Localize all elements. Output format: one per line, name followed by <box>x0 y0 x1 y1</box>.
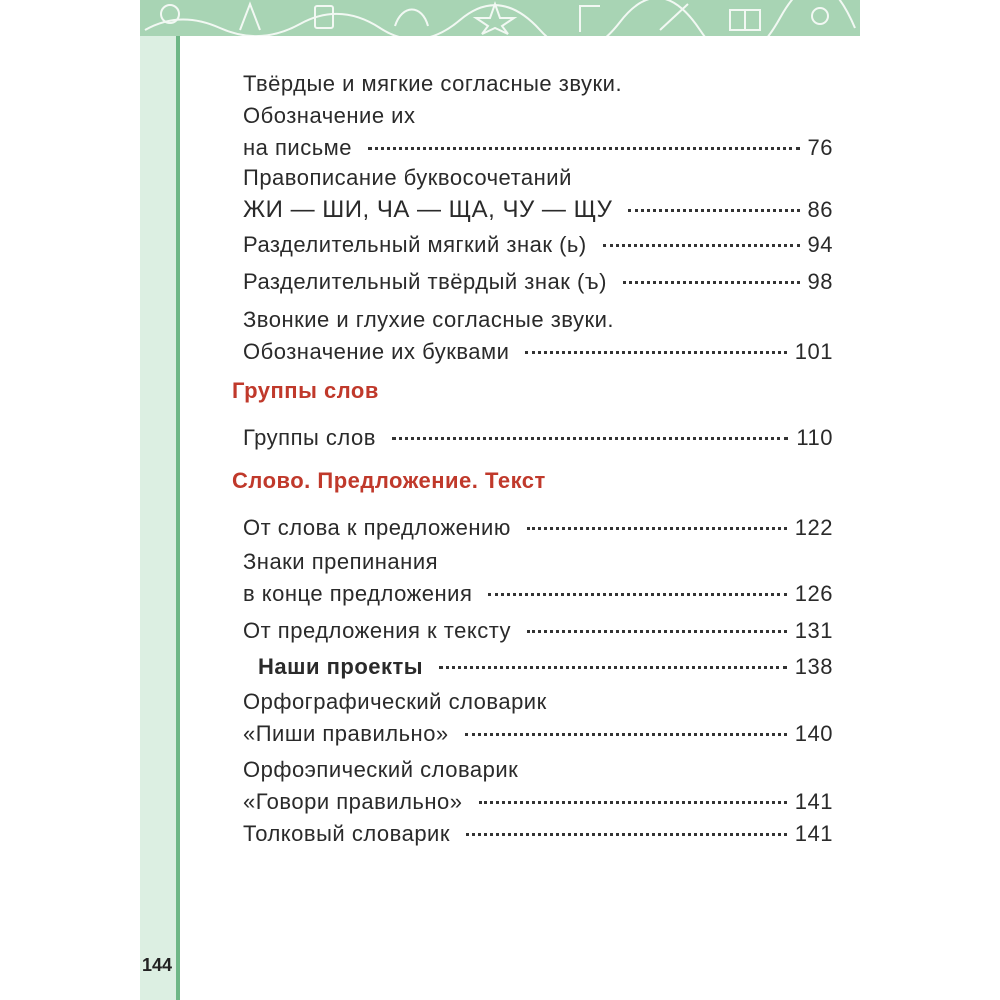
dot-leader <box>368 147 799 150</box>
toc-entry-line: Звонкие и глухие согласные звуки. <box>243 307 615 332</box>
dot-leader <box>439 666 787 669</box>
toc-entry <box>243 546 833 610</box>
dot-leader <box>466 833 787 836</box>
dot-leader <box>603 244 800 247</box>
toc-page-number: 98 <box>807 269 833 294</box>
toc-entry-title: Разделительный мягкий знак (ь) <box>243 232 587 257</box>
dot-leader <box>465 733 787 736</box>
toc-entry <box>258 651 833 683</box>
toc-page-number: 76 <box>807 135 833 160</box>
left-margin-rule <box>176 36 180 1000</box>
toc-entry <box>243 512 833 544</box>
section-heading: Слово. Предложение. Текст <box>232 468 546 493</box>
left-margin-strip <box>140 36 176 1000</box>
toc-page-number: 140 <box>794 721 833 746</box>
toc-entry-line: Орфографический словарик <box>243 689 547 714</box>
toc-page-number: 131 <box>794 618 833 643</box>
toc-entry <box>243 266 833 298</box>
toc-entry <box>243 754 833 818</box>
toc-page-number: 126 <box>794 581 833 606</box>
toc-page-number: 141 <box>794 821 833 846</box>
toc-entry <box>243 162 833 226</box>
toc-entry-title: Группы слов <box>243 425 376 450</box>
toc-entry-line: Твёрдые и мягкие согласные звуки. <box>243 71 623 96</box>
toc-entry-title: «Пиши правильно» <box>243 721 449 746</box>
toc-entry-line: Орфоэпический словарик <box>243 757 519 782</box>
decorative-header-band <box>140 0 860 36</box>
toc-entry <box>243 229 833 261</box>
toc-entry-title: Наши проекты <box>258 654 424 679</box>
toc-page-number: 86 <box>807 197 833 222</box>
toc-page-number: 141 <box>794 789 833 814</box>
toc-entry-title: От предложения к тексту <box>243 618 512 643</box>
toc-entry-title: От слова к предложению <box>243 515 511 540</box>
toc-page-number: 138 <box>794 654 833 679</box>
dot-leader <box>527 527 787 530</box>
toc-page-number: 110 <box>796 425 833 450</box>
dot-leader <box>392 437 788 440</box>
dot-leader <box>628 209 799 212</box>
dot-leader <box>623 281 800 284</box>
toc-page-number: 101 <box>794 339 833 364</box>
toc-entry <box>243 304 833 368</box>
dot-leader <box>479 801 787 804</box>
toc-entry-title: ЖИ — ШИ, ЧА — ЩА, ЧУ — ЩУ <box>243 196 613 223</box>
toc-entry <box>243 615 833 647</box>
dot-leader <box>488 593 786 596</box>
toc-page-number: 94 <box>807 232 833 257</box>
toc-page-number: 122 <box>794 515 833 540</box>
toc-entry-title: «Говори правильно» <box>243 789 463 814</box>
toc-entry-line: Знаки препинания <box>243 549 439 574</box>
toc-entry <box>243 686 833 750</box>
dot-leader <box>525 351 786 354</box>
toc-entry-line: Обозначение их <box>243 103 416 128</box>
section-heading: Группы слов <box>232 378 379 403</box>
toc-entry-title: Разделительный твёрдый знак (ъ) <box>243 269 607 294</box>
toc-entry-title: Толковый словарик <box>243 821 450 846</box>
toc-entry-title: в конце предложения <box>243 581 473 606</box>
toc-entry <box>243 68 833 164</box>
toc-entry <box>243 818 833 850</box>
toc-entry-title: на письме <box>243 135 353 160</box>
toc-entry <box>243 422 833 454</box>
toc-entry-line: Правописание буквосочетаний <box>243 165 572 190</box>
decorative-school-icons <box>140 0 860 36</box>
toc-entry-title: Обозначение их буквами <box>243 339 510 364</box>
page-number: 144 <box>142 955 173 975</box>
dot-leader <box>527 630 787 633</box>
